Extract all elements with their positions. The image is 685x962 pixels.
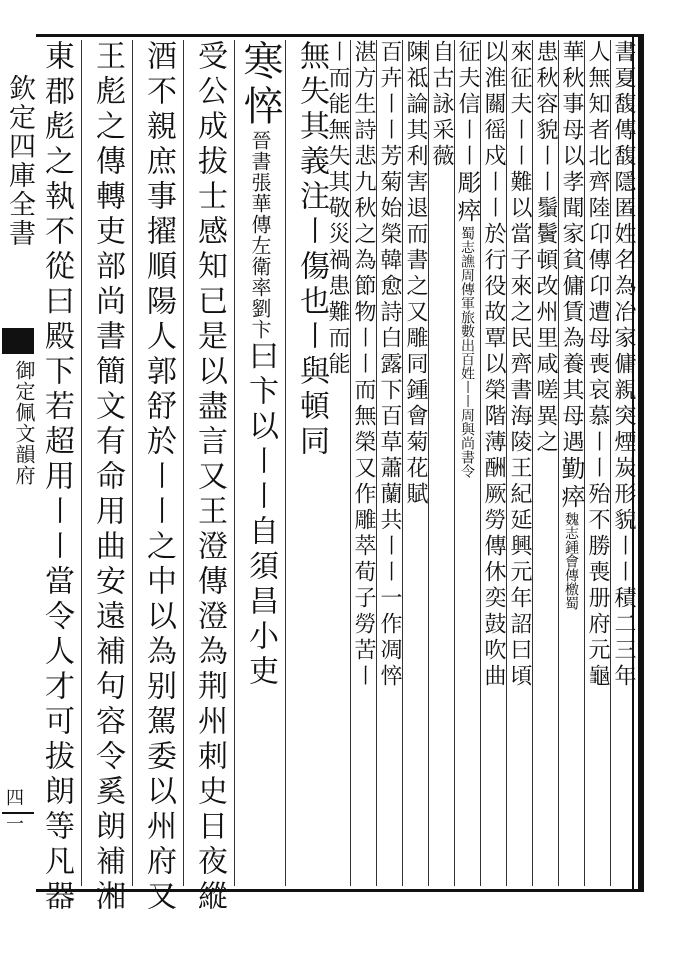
text-column-14: 寒悴晉書張華傳左衛率劉卞曰卞以〡〡自須昌小吏 bbox=[235, 40, 286, 886]
headword-diaozu: 彫瘁 bbox=[453, 170, 481, 226]
text-column-7: 征夫信〡〡彫瘁蜀志譙周傳軍旅數出百姓〡〡周與尚書令 bbox=[455, 40, 481, 886]
text-column-18: 東郡彪之執不從曰殿下若超用〡〡當令人才可拔朗等凡器 bbox=[31, 40, 82, 886]
text-column-16: 酒不親庶事擢順陽人郭舒於〡〡之中以為别駕委以州府又 bbox=[133, 40, 184, 886]
text-column-2: 人無知者北齊陸卬傳卬遭母喪哀慕〡〡殆不勝喪册府元龜 bbox=[585, 40, 611, 886]
fishtail-mark bbox=[2, 328, 34, 354]
text-column-12: 〡而能無失其敬災禍患難而能 bbox=[325, 40, 351, 886]
text-column-13: 無失其義注〡傷也〡與頓同 bbox=[294, 40, 329, 460]
text-column-8: 自古詠采薇 bbox=[429, 40, 455, 886]
text-column-5: 來征夫〡〡難以當子來之民齊書海陵王紀延興元年詔曰頃 bbox=[507, 40, 533, 886]
page-number: 四一 bbox=[6, 788, 26, 835]
book-title: 御定佩文韻府 bbox=[12, 360, 36, 486]
headword-note-diaozu: 蜀志譙周傳軍旅數出百姓〡〡周與尚書令 bbox=[459, 226, 475, 478]
page-number-rule bbox=[2, 812, 34, 814]
text-column-9: 陳祗論其利害退而書之又雕同鍾會菊花賦 bbox=[403, 40, 429, 886]
frame-right-rule bbox=[638, 34, 644, 892]
text-column-15: 受公成拔士感知已是以盡言又王澄傳澄為荆州刺史日夜縱 bbox=[184, 40, 235, 886]
text-column-11: 湛方生詩悲九秋之為節物〡〡而無榮又作雕萃荀子勞苦〡 bbox=[351, 40, 377, 886]
text-column-17: 王彪之傳轉吏部尚書簡文有命用曲安遠補句容令奚朗補湘 bbox=[82, 40, 133, 886]
headword-note-qinzu: 魏志鍾會傳檄蜀 bbox=[563, 512, 579, 610]
text-column-10: 百卉〡〡芳菊始榮韓愈詩白露下百草蕭蘭共〡〡一作凋悴 bbox=[377, 40, 403, 886]
text-columns bbox=[325, 40, 636, 886]
text-column-6: 以淮關徭戍〡〡於行役故覃以榮階薄酬厥勞傳休奕鼓吹曲 bbox=[481, 40, 507, 886]
text-column-3: 華秋事母以孝聞家貧傭賃為養其母遇勤瘁魏志鍾會傳檄蜀 bbox=[559, 40, 585, 886]
text-column-4: 患秋容貌〡〡鬚鬢頓改州里咸嗟異之 bbox=[533, 40, 559, 886]
headword-note-hanzu: 晉書張華傳左衛率劉卞 bbox=[248, 130, 272, 340]
text-columns-left bbox=[36, 40, 336, 915]
collection-title: 欽定四庫全書 bbox=[4, 74, 35, 248]
headword-hanzu: 寒悴 bbox=[237, 40, 283, 130]
text-column-1: 書夏馥傳馥隱匿姓名為冶家傭親突煙炭形貌〡〡積二三年 bbox=[611, 40, 636, 690]
headword-qinzu: 勤瘁 bbox=[557, 456, 585, 512]
